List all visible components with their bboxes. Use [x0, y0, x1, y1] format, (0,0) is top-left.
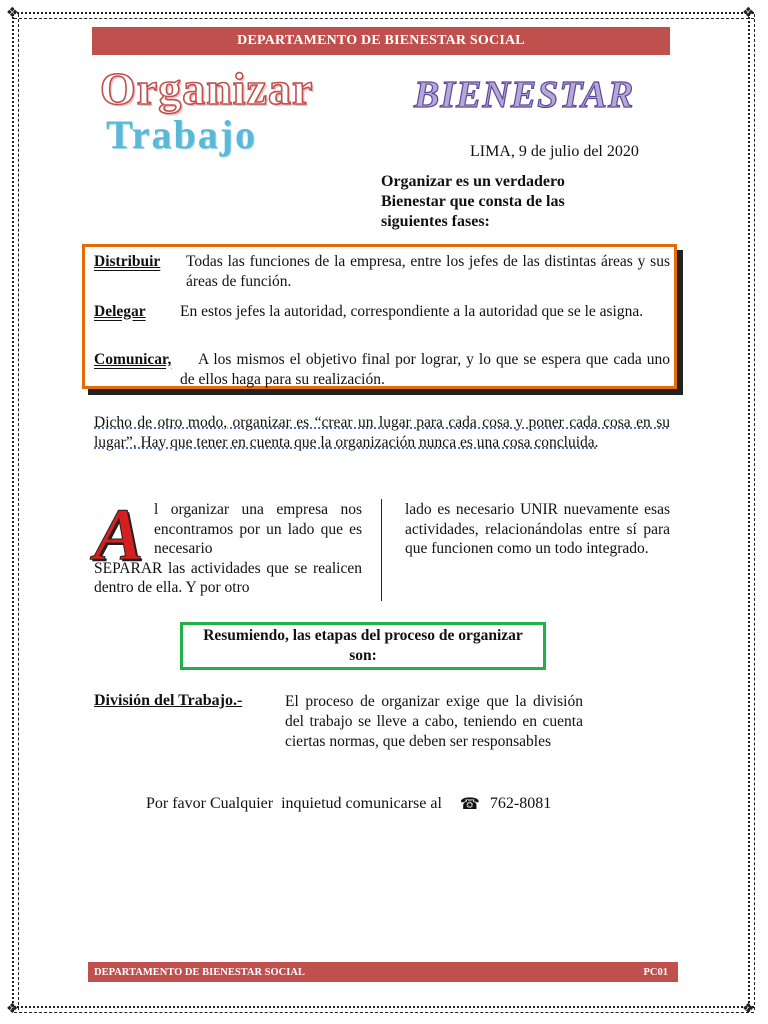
phase-text: A los mismos el objetivo final por lograr, y lo que se espera que cada uno de ellos haga para su realización. — [180, 351, 670, 388]
column-left — [94, 494, 362, 598]
telephone-icon: ☎ — [459, 794, 480, 813]
corner-ornament-icon: ❖ — [6, 1001, 19, 1017]
phase-delegar — [94, 302, 670, 322]
title-trabajo: Trabajo — [106, 112, 258, 157]
contact-text: Por favor Cualquier inquietud comunicarse al — [146, 794, 442, 812]
dicho-paragraph: Dicho de otro modo, organizar es “crear un lugar para cada cosa y poner cada cosa en su lugar”. Hay que tener en cuenta que la organización nunca es una cosa concluida. — [94, 414, 670, 451]
contact-line — [146, 794, 551, 813]
phase-comunicar — [94, 350, 670, 390]
phase-text: En estos jefes la autoridad, correspondiente a la autoridad que se le asigna. — [180, 303, 644, 320]
intro-text: Organizar es un verdadero Bienestar que consta de las siguientes fases: — [381, 173, 565, 230]
title-bienestar: BIENESTAR — [414, 74, 635, 116]
document-date: LIMA, 9 de julio del 2020 — [470, 143, 639, 160]
footer-code: PC01 — [643, 966, 668, 978]
division-text: El proceso de organizar exige que la división del trabajo se lleve a cabo, teniendo en cuenta ciertas normas, que deben ser responsables — [285, 693, 583, 750]
phase-term: Delegar — [94, 303, 146, 320]
corner-ornament-icon: ❖ — [742, 1001, 755, 1017]
column-divider — [381, 499, 382, 601]
phase-term: Distribuir — [94, 253, 161, 270]
division-term: División del Trabajo.- — [94, 692, 243, 709]
column-left-rest: SEPARAR las actividades que se realicen dentro de ella. Y por otro — [94, 559, 362, 596]
drop-cap: A — [94, 494, 144, 576]
page-border-bottom — [14, 1006, 754, 1013]
header-bar — [92, 27, 670, 55]
corner-ornament-icon: ❖ — [6, 5, 19, 21]
phase-term: Comunicar, — [94, 351, 172, 368]
page-border-left — [12, 14, 19, 1010]
title-organizar: Organizar — [100, 63, 314, 114]
contact-phone: 762-8081 — [489, 794, 552, 812]
corner-ornament-icon: ❖ — [742, 5, 755, 21]
phase-text: Todas las funciones de la empresa, entre los jefes de las distintas áreas y sus áreas de función. — [186, 253, 670, 290]
column-left-indented: l organizar una empresa nos encontramos por un lado que es necesario — [154, 501, 362, 557]
footer-title: DEPARTAMENTO DE BIENESTAR SOCIAL — [94, 966, 305, 978]
summary-box — [180, 622, 546, 670]
phase-distribuir — [94, 252, 670, 292]
footer-bar — [88, 962, 678, 982]
header-title: DEPARTAMENTO DE BIENESTAR SOCIAL — [237, 33, 525, 48]
column-right: lado es necesario UNIR nuevamente esas actividades, relacionándolas entre sí para que funcionen como un todo integrado. — [405, 501, 670, 557]
summary-text: Resumiendo, las etapas del proceso de organizar son: — [203, 627, 523, 664]
page-border-right — [748, 14, 755, 1010]
page-border-top — [14, 12, 754, 19]
